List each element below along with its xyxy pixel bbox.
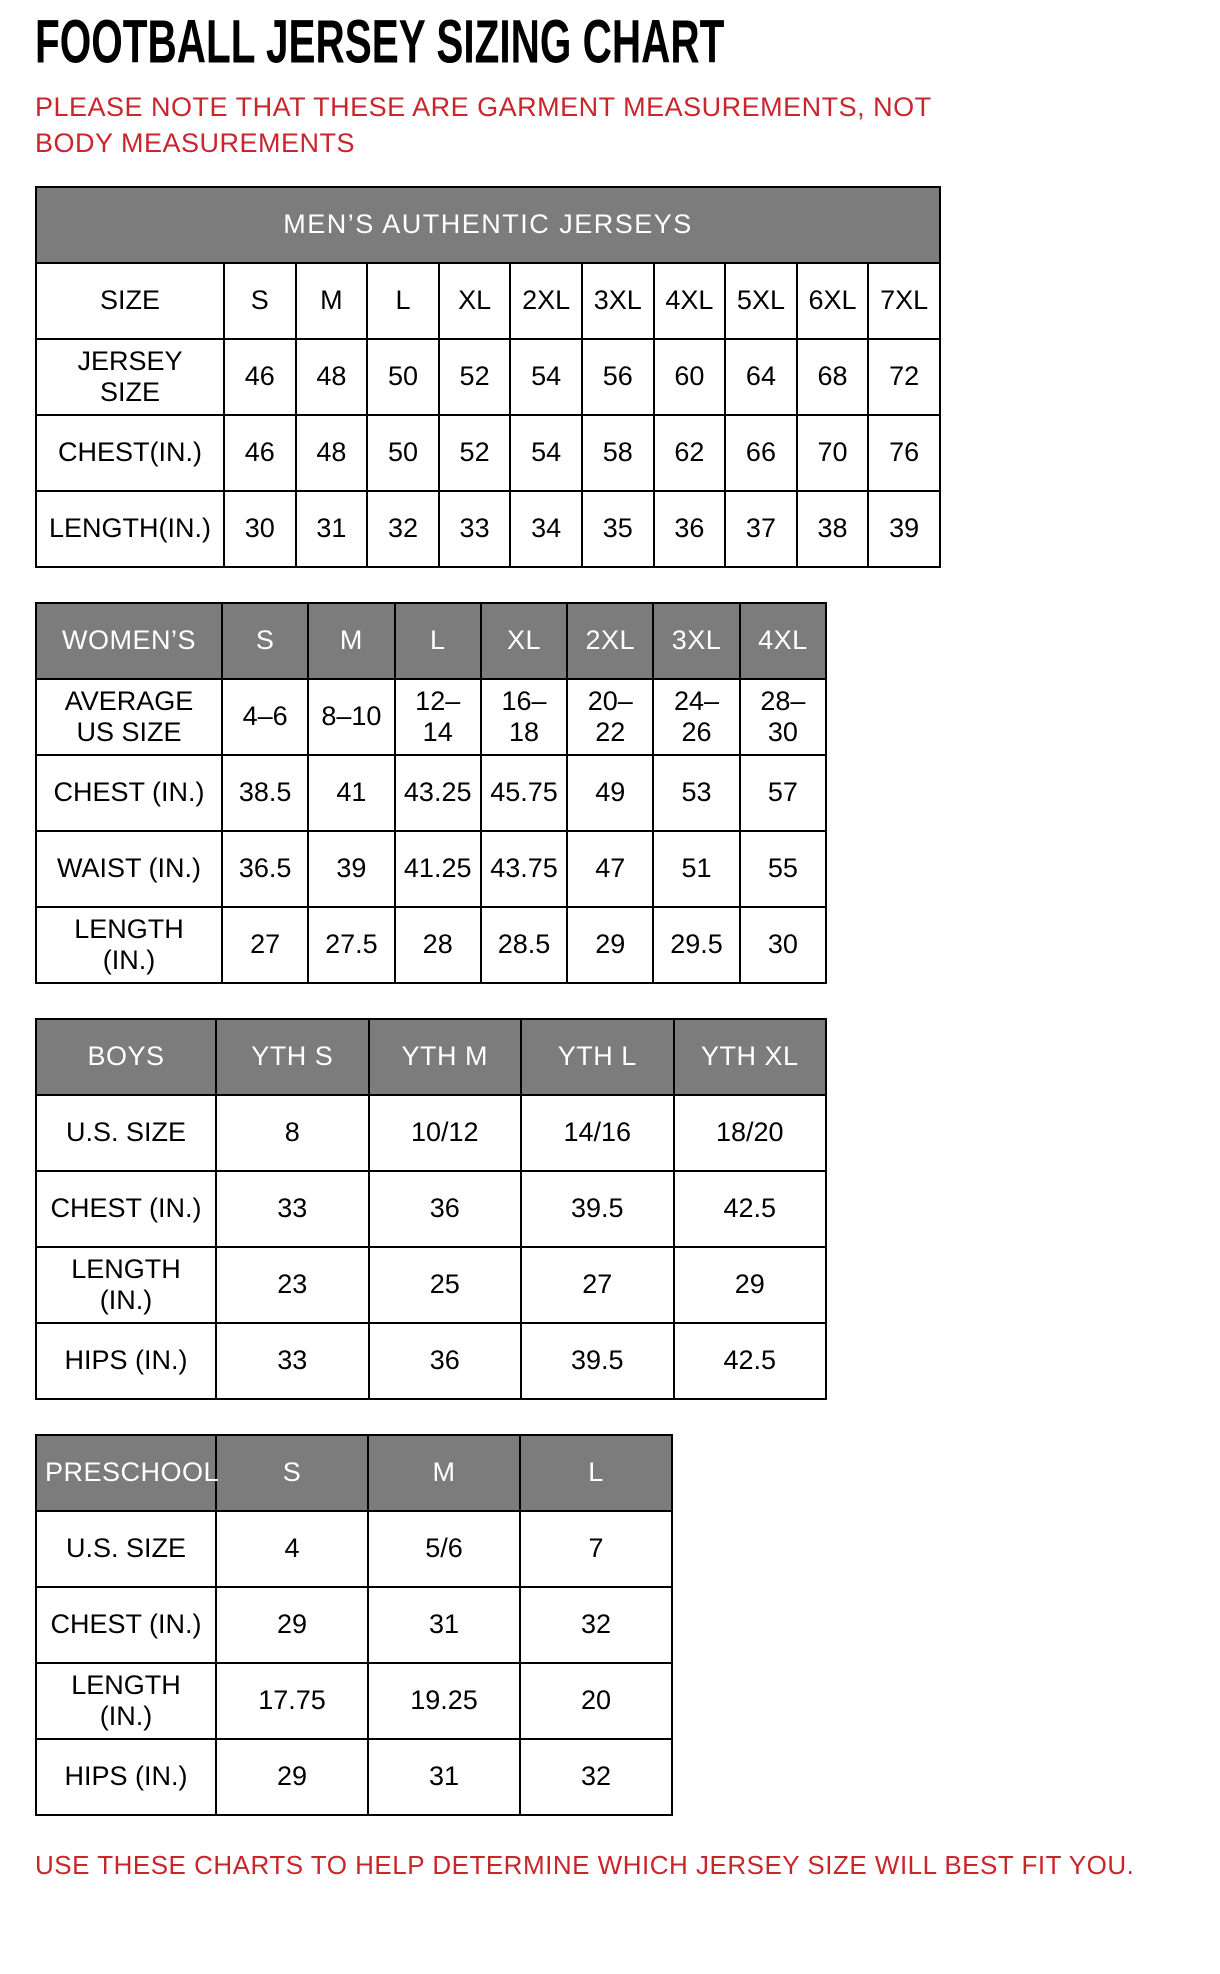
size-column-header: 3XL (653, 603, 739, 679)
value-cell: 37 (725, 491, 797, 567)
value-cell: 8 (216, 1095, 369, 1171)
value-cell: 35 (582, 491, 654, 567)
row-label: CHEST (IN.) (36, 755, 222, 831)
value-cell: 36 (654, 491, 726, 567)
value-cell: 31 (296, 491, 368, 567)
value-cell: 7 (520, 1511, 672, 1587)
value-cell: 2XL (510, 263, 582, 339)
row-label: LENGTH(IN.) (36, 491, 224, 567)
row-label: LENGTH (IN.) (36, 1247, 216, 1323)
value-cell: 47 (567, 831, 653, 907)
value-cell: 43.25 (395, 755, 481, 831)
value-cell: 51 (653, 831, 739, 907)
value-cell: 46 (224, 339, 296, 415)
value-cell: 39.5 (521, 1171, 674, 1247)
value-cell: 56 (582, 339, 654, 415)
value-cell: 32 (520, 1587, 672, 1663)
value-cell: 58 (582, 415, 654, 491)
value-cell: 4XL (654, 263, 726, 339)
value-cell: 57 (740, 755, 826, 831)
size-column-header: M (308, 603, 394, 679)
value-cell: 5XL (725, 263, 797, 339)
size-column-header: 2XL (567, 603, 653, 679)
value-cell: 28.5 (481, 907, 567, 983)
value-cell: 34 (510, 491, 582, 567)
womens-sizing-table (35, 602, 827, 984)
value-cell: 10/12 (369, 1095, 522, 1171)
value-cell: 46 (224, 415, 296, 491)
value-cell: 29 (567, 907, 653, 983)
row-label: JERSEY SIZE (36, 339, 224, 415)
table-row (36, 1663, 672, 1739)
value-cell: 17.75 (216, 1663, 368, 1739)
value-cell: 29.5 (653, 907, 739, 983)
value-cell: XL (439, 263, 511, 339)
womens-table-title: WOMEN’S (36, 603, 222, 679)
table-caption-row (36, 187, 940, 263)
value-cell: 49 (567, 755, 653, 831)
value-cell: 18/20 (674, 1095, 827, 1171)
value-cell: 36 (369, 1323, 522, 1399)
value-cell: 43.75 (481, 831, 567, 907)
table-row (36, 755, 826, 831)
table-row (36, 1587, 672, 1663)
footer-note: USE THESE CHARTS TO HELP DETERMINE WHICH JERSEY SIZE WILL BEST FIT YOU. (35, 1849, 1135, 1880)
table-row (36, 1247, 826, 1323)
table-header-row (36, 1019, 826, 1095)
value-cell: 39 (868, 491, 940, 567)
value-cell: 28–30 (740, 679, 826, 755)
row-label: HIPS (IN.) (36, 1323, 216, 1399)
value-cell: 5/6 (368, 1511, 520, 1587)
mens-table-title: MEN’S AUTHENTIC JERSEYS (36, 187, 940, 263)
value-cell: 8–10 (308, 679, 394, 755)
table-row (36, 1171, 826, 1247)
row-label: CHEST (IN.) (36, 1587, 216, 1663)
value-cell: 70 (797, 415, 869, 491)
value-cell: 50 (367, 339, 439, 415)
value-cell: 64 (725, 339, 797, 415)
value-cell: 27 (521, 1247, 674, 1323)
value-cell: 54 (510, 339, 582, 415)
value-cell: 41 (308, 755, 394, 831)
table-row (36, 679, 826, 755)
value-cell: 27 (222, 907, 308, 983)
value-cell: 42.5 (674, 1171, 827, 1247)
size-column-header: S (222, 603, 308, 679)
value-cell: 31 (368, 1587, 520, 1663)
value-cell: 29 (674, 1247, 827, 1323)
value-cell: 30 (740, 907, 826, 983)
value-cell: 6XL (797, 263, 869, 339)
row-label: WAIST (IN.) (36, 831, 222, 907)
size-column-header: YTH S (216, 1019, 369, 1095)
value-cell: 72 (868, 339, 940, 415)
table-row (36, 1739, 672, 1815)
value-cell: 25 (369, 1247, 522, 1323)
value-cell: 36.5 (222, 831, 308, 907)
value-cell: 53 (653, 755, 739, 831)
value-cell: 4 (216, 1511, 368, 1587)
value-cell: S (224, 263, 296, 339)
value-cell: 33 (216, 1323, 369, 1399)
row-label: LENGTH (IN.) (36, 907, 222, 983)
row-label: LENGTH (IN.) (36, 1663, 216, 1739)
value-cell: 62 (654, 415, 726, 491)
table-row (36, 1095, 826, 1171)
value-cell: 16–18 (481, 679, 567, 755)
value-cell: 60 (654, 339, 726, 415)
table-row (36, 1323, 826, 1399)
preschool-table-title: PRESCHOOL (36, 1435, 216, 1511)
value-cell: 38.5 (222, 755, 308, 831)
table-row (36, 491, 940, 567)
row-label: U.S. SIZE (36, 1095, 216, 1171)
value-cell: 28 (395, 907, 481, 983)
value-cell: 66 (725, 415, 797, 491)
table-row (36, 339, 940, 415)
size-column-header: YTH L (521, 1019, 674, 1095)
boys-table-title: BOYS (36, 1019, 216, 1095)
value-cell: 54 (510, 415, 582, 491)
value-cell: 33 (216, 1171, 369, 1247)
value-cell: 55 (740, 831, 826, 907)
table-header-row (36, 1435, 672, 1511)
value-cell: 23 (216, 1247, 369, 1323)
table-header-row (36, 603, 826, 679)
row-label: U.S. SIZE (36, 1511, 216, 1587)
table-row (36, 415, 940, 491)
row-label: SIZE (36, 263, 224, 339)
value-cell: 48 (296, 415, 368, 491)
value-cell: M (296, 263, 368, 339)
value-cell: 27.5 (308, 907, 394, 983)
value-cell: 33 (439, 491, 511, 567)
value-cell: 48 (296, 339, 368, 415)
value-cell: 20 (520, 1663, 672, 1739)
value-cell: 32 (367, 491, 439, 567)
table-row (36, 907, 826, 983)
value-cell: 30 (224, 491, 296, 567)
row-label: CHEST (IN.) (36, 1171, 216, 1247)
page-title: FOOTBALL JERSEY SIZING CHART (35, 7, 725, 77)
value-cell: 41.25 (395, 831, 481, 907)
size-column-header: XL (481, 603, 567, 679)
value-cell: 3XL (582, 263, 654, 339)
size-column-header: YTH M (369, 1019, 522, 1095)
value-cell: 29 (216, 1739, 368, 1815)
size-column-header: 4XL (740, 603, 826, 679)
value-cell: 76 (868, 415, 940, 491)
table-row (36, 831, 826, 907)
value-cell: L (367, 263, 439, 339)
garment-measurement-note: PLEASE NOTE THAT THESE ARE GARMENT MEASUREMENTS, NOT BODY MEASUREMENTS (35, 91, 932, 159)
value-cell: 32 (520, 1739, 672, 1815)
boys-sizing-table (35, 1018, 827, 1400)
value-cell: 36 (369, 1171, 522, 1247)
size-column-header: M (368, 1435, 520, 1511)
preschool-sizing-table (35, 1434, 673, 1816)
value-cell: 24–26 (653, 679, 739, 755)
table-row (36, 1511, 672, 1587)
size-column-header: L (520, 1435, 672, 1511)
value-cell: 50 (367, 415, 439, 491)
size-column-header: YTH XL (674, 1019, 827, 1095)
value-cell: 68 (797, 339, 869, 415)
row-label: CHEST(IN.) (36, 415, 224, 491)
row-label: HIPS (IN.) (36, 1739, 216, 1815)
value-cell: 14/16 (521, 1095, 674, 1171)
table-row (36, 263, 940, 339)
value-cell: 52 (439, 415, 511, 491)
value-cell: 31 (368, 1739, 520, 1815)
value-cell: 19.25 (368, 1663, 520, 1739)
value-cell: 39 (308, 831, 394, 907)
mens-authentic-jerseys-table (35, 186, 941, 568)
size-column-header: S (216, 1435, 368, 1511)
value-cell: 20–22 (567, 679, 653, 755)
size-column-header: L (395, 603, 481, 679)
value-cell: 42.5 (674, 1323, 827, 1399)
value-cell: 39.5 (521, 1323, 674, 1399)
value-cell: 45.75 (481, 755, 567, 831)
value-cell: 12–14 (395, 679, 481, 755)
value-cell: 29 (216, 1587, 368, 1663)
value-cell: 38 (797, 491, 869, 567)
value-cell: 4–6 (222, 679, 308, 755)
row-label: AVERAGE US SIZE (36, 679, 222, 755)
value-cell: 7XL (868, 263, 940, 339)
value-cell: 52 (439, 339, 511, 415)
